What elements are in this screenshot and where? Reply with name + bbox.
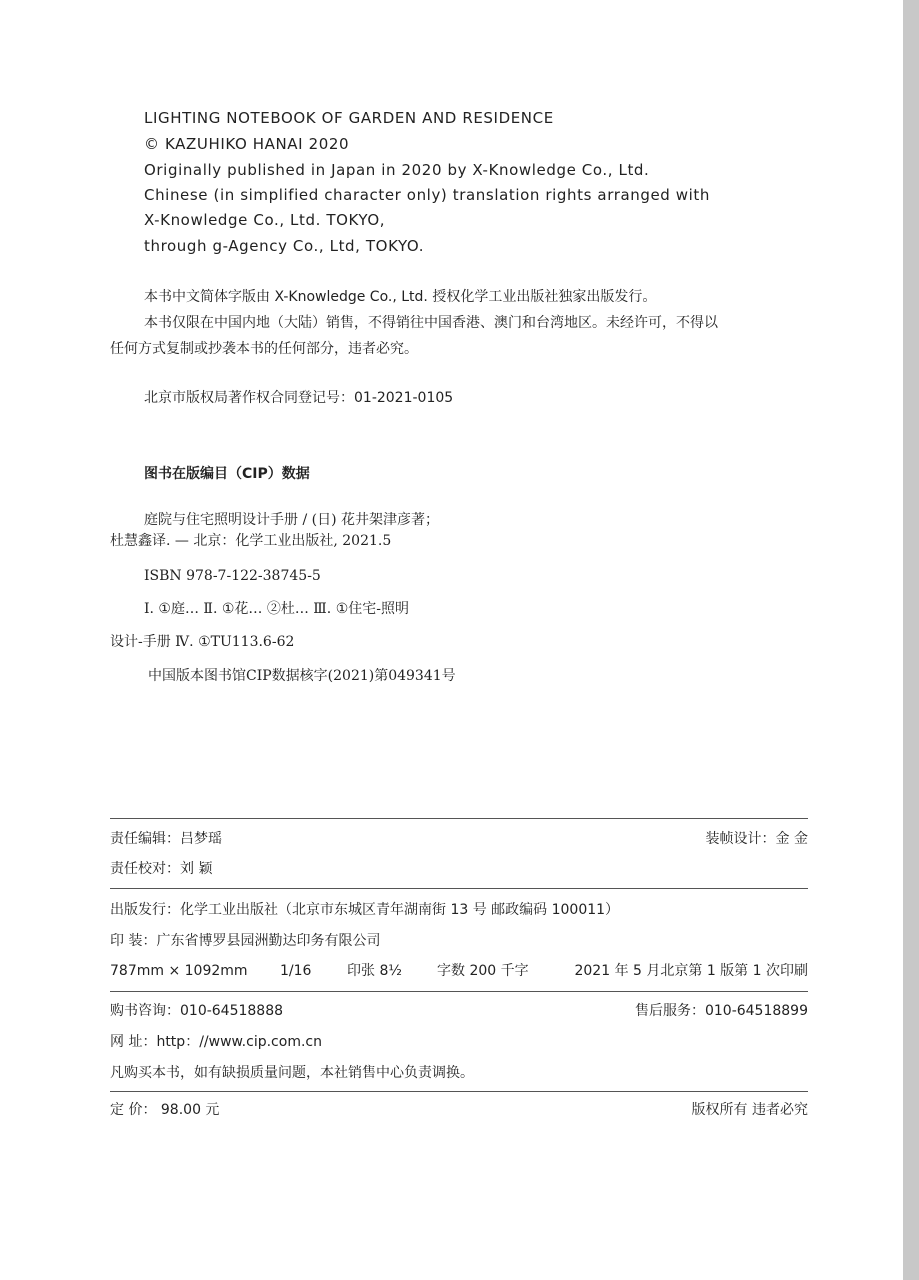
divider (110, 1091, 808, 1092)
printer: 印 装：广东省博罗县园洲勤达印务有限公司 (110, 933, 381, 949)
copyright-line: © KAZUHIKO HANAI 2020 (144, 135, 350, 153)
publisher: 出版发行：化学工业出版社（北京市东城区青年湖南街 13 号 邮政编码 100011） (110, 902, 620, 918)
purchase-hotline: 购书咨询：010-64518888 (110, 1003, 284, 1019)
cip-isbn: ISBN 978-7-122-38745-5 (144, 568, 321, 584)
website: 网 址：http：//www.cip.com.cn (110, 1034, 322, 1050)
rights-reserved: 版权所有 违者必究 (691, 1102, 808, 1118)
cip-line: 庭院与住宅照明设计手册 / (日) 花井架津彦著； (144, 512, 439, 528)
registration-number: 北京市版权局著作权合同登记号：01-2021-0105 (144, 390, 454, 406)
quality-notice: 凡购买本书，如有缺损质量问题，本社销售中心负责调换。 (110, 1065, 474, 1081)
price: 定 价： 98.00 元 (110, 1102, 220, 1118)
word-count: 字数 200 千字 (437, 963, 529, 979)
rights-line: 本书仅限在中国内地（大陆）销售，不得销往中国香港、澳门和台湾地区。未经许可，不得以 (144, 315, 718, 331)
copyright-line: Chinese (in simplified character only) translation rights arranged with (144, 186, 711, 204)
page-edge-bar (903, 0, 919, 1280)
rights-line: 本书中文简体字版由 X-Knowledge Co., Ltd. 授权化学工业出版社独家出版发行。 (144, 289, 657, 305)
cip-classification: 设计-手册 Ⅳ. ①TU113.6-62 (110, 634, 295, 650)
divider (110, 888, 808, 889)
service-hotline: 售后服务：010-64518899 (634, 1003, 808, 1019)
copyright-line: Originally published in Japan in 2020 by X-Knowledge Co., Ltd. (144, 161, 650, 179)
divider (110, 991, 808, 992)
cip-record-number: 中国版本图书馆CIP数据核字(2021)第049341号 (148, 668, 456, 684)
price-row (110, 1099, 808, 1121)
fold: 1/16 (280, 963, 312, 979)
contact-row (110, 1000, 808, 1022)
cip-classification: Ⅰ. ①庭… Ⅱ. ①花… ②杜… Ⅲ. ①住宅-照明 (144, 601, 409, 617)
edition-info: 2021 年 5 月北京第 1 版第 1 次印刷 (574, 963, 808, 979)
copyright-line: through g-Agency Co., Ltd, TOKYO. (144, 237, 425, 255)
divider (110, 818, 808, 819)
printed-sheets: 印张 8½ (347, 963, 402, 979)
credits-row (110, 828, 808, 850)
proofreader: 责任校对：刘 颖 (110, 861, 213, 877)
cip-title: 图书在版编目（CIP）数据 (144, 466, 310, 482)
cip-line: 杜慧鑫译. — 北京：化学工业出版社, 2021.5 (110, 533, 392, 549)
cover-designer: 装帧设计：金 金 (705, 831, 808, 847)
copyright-line: X-Knowledge Co., Ltd. TOKYO, (144, 211, 386, 229)
copyright-line: LIGHTING NOTEBOOK OF GARDEN AND RESIDENCE (144, 109, 554, 127)
format: 787mm × 1092mm (110, 963, 248, 979)
rights-line: 任何方式复制或抄袭本书的任何部分，违者必究。 (110, 341, 418, 357)
editor: 责任编辑：吕梦瑶 (110, 831, 222, 847)
